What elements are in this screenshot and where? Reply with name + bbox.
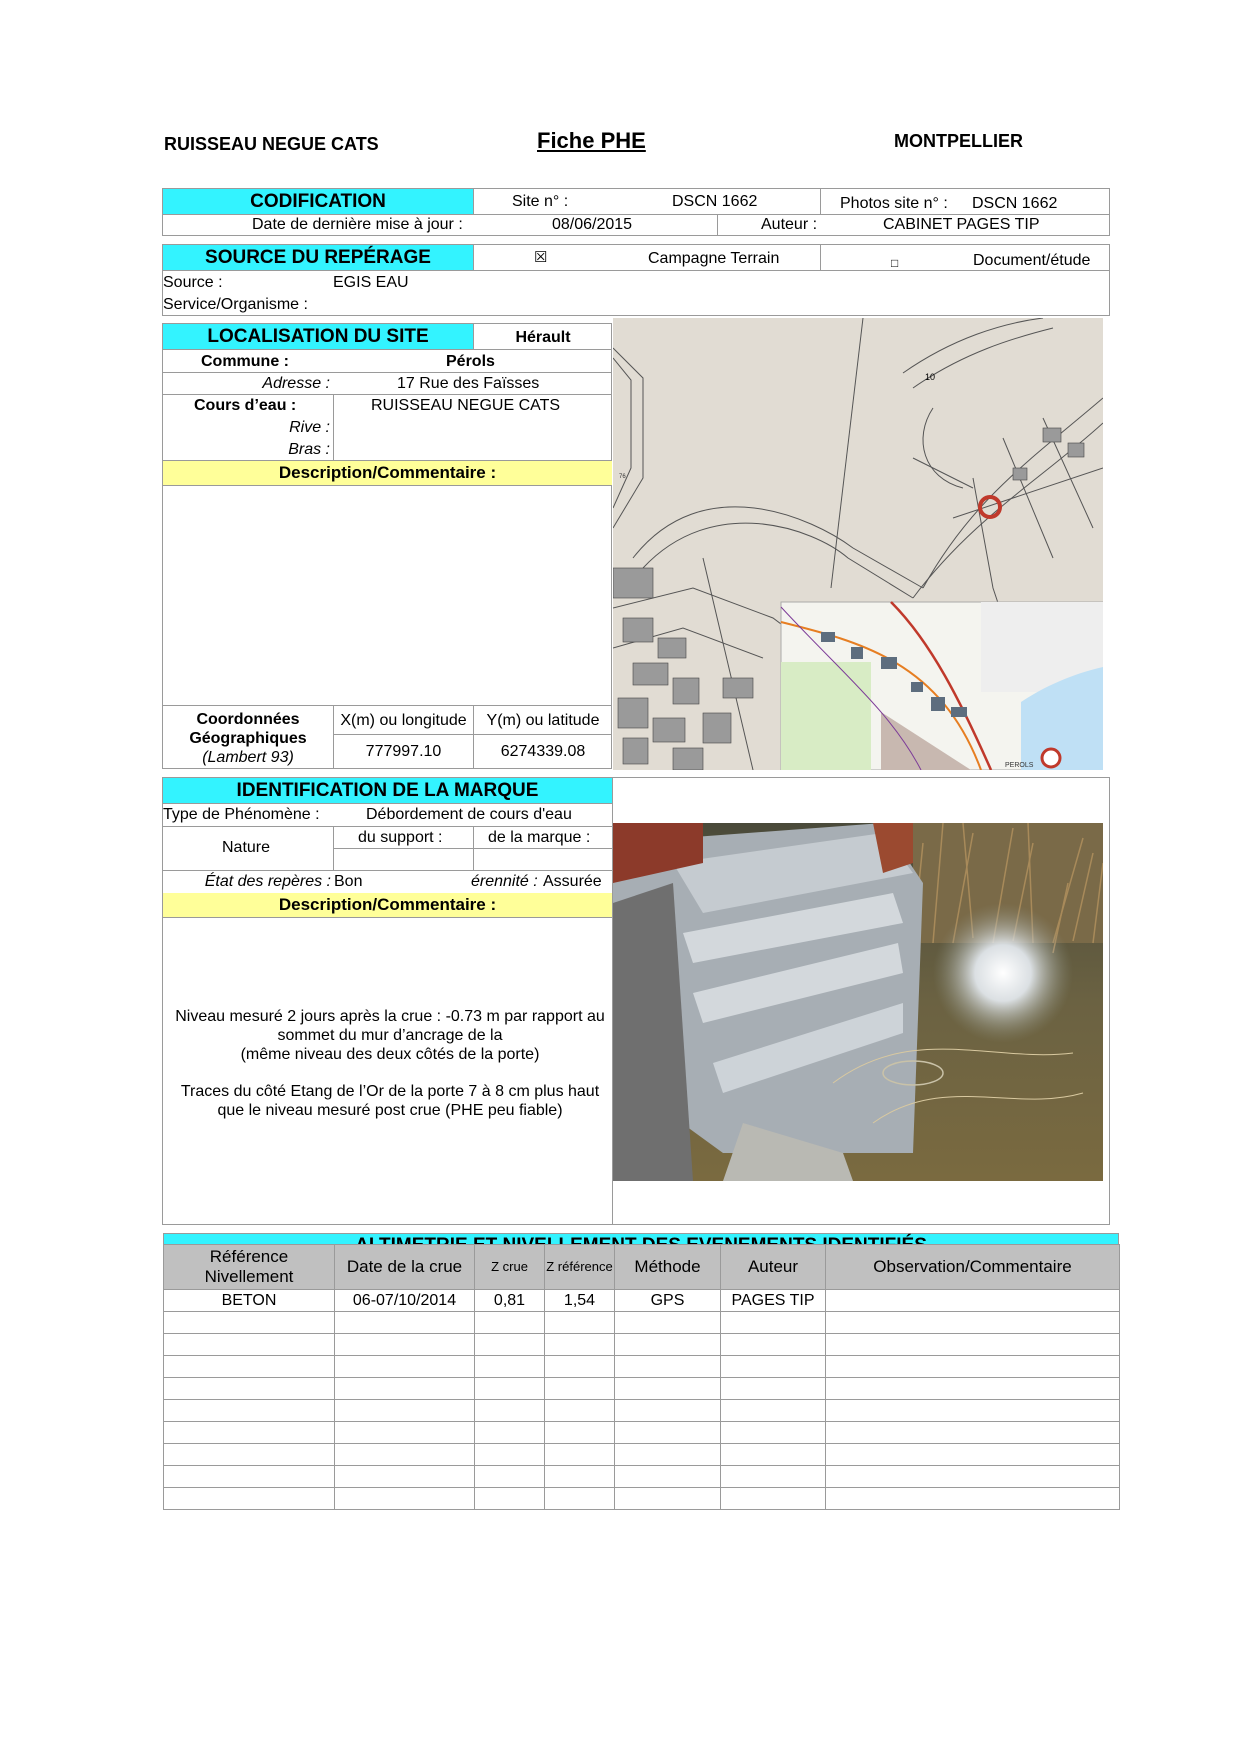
table-cell — [721, 1444, 826, 1466]
table-row — [164, 1312, 1120, 1334]
loc-desc-heading: Description/Commentaire : — [278, 463, 497, 482]
map-number: 10 — [925, 372, 936, 382]
table-row — [164, 1466, 1120, 1488]
table-cell — [615, 1444, 721, 1466]
table-cell — [615, 1334, 721, 1356]
col-methode: Méthode — [615, 1245, 721, 1290]
nature-label: Nature — [222, 839, 271, 856]
table-cell — [615, 1356, 721, 1378]
adresse-label: Adresse : — [262, 375, 330, 392]
bras-label: Bras : — [288, 441, 330, 458]
author-value: CABINET PAGES TIP — [883, 216, 1040, 233]
coord-label-2: Géographiques — [189, 730, 307, 747]
table-cell — [164, 1312, 335, 1334]
table-cell — [721, 1466, 826, 1488]
table-cell — [164, 1400, 335, 1422]
marque-label: de la marque : — [488, 829, 591, 846]
table-cell — [826, 1334, 1120, 1356]
cours-eau-value: RUISSEAU NEGUE CATS — [371, 397, 561, 414]
table-cell — [164, 1356, 335, 1378]
table-row — [164, 1444, 1120, 1466]
table-cell — [721, 1334, 826, 1356]
type-phenomene-label: Type de Phénomène : — [163, 806, 320, 823]
table-cell — [615, 1378, 721, 1400]
table-cell — [335, 1312, 475, 1334]
divider — [162, 803, 612, 804]
table-cell — [826, 1444, 1120, 1466]
col-observation: Observation/Commentaire — [826, 1245, 1120, 1290]
table-cell — [615, 1400, 721, 1422]
table-cell — [335, 1422, 475, 1444]
divider — [333, 848, 612, 849]
table-cell — [826, 1290, 1120, 1312]
map-number-2: 76 — [619, 474, 626, 480]
table-row — [164, 1334, 1120, 1356]
commune-label: Commune : — [201, 353, 289, 370]
table-cell — [721, 1312, 826, 1334]
table-row — [164, 1290, 1120, 1312]
col-date-crue: Date de la crue — [335, 1245, 475, 1290]
table-cell — [545, 1378, 615, 1400]
site-map — [613, 318, 1103, 770]
table-cell — [721, 1356, 826, 1378]
divider — [162, 705, 612, 706]
document-etude-label: Document/étude — [973, 252, 1091, 269]
photos-value: DSCN 1662 — [972, 195, 1058, 212]
table-cell — [615, 1422, 721, 1444]
table-cell — [164, 1422, 335, 1444]
table-cell — [826, 1400, 1120, 1422]
rive-label: Rive : — [289, 419, 330, 436]
table-cell — [545, 1444, 615, 1466]
table-cell — [545, 1488, 615, 1510]
support-label: du support : — [358, 829, 443, 846]
table-cell — [164, 1378, 335, 1400]
divider — [333, 394, 334, 460]
table-cell — [475, 1378, 545, 1400]
document-checkbox[interactable]: □ — [891, 256, 899, 270]
divider — [162, 870, 612, 871]
localisation-heading: LOCALISATION DU SITE — [207, 326, 429, 347]
table-cell — [615, 1466, 721, 1488]
table-cell — [721, 1488, 826, 1510]
type-phenomene-value: Débordement de cours d'eau — [366, 806, 572, 823]
table-cell — [721, 1422, 826, 1444]
table-cell — [475, 1356, 545, 1378]
table-cell: GPS — [615, 1290, 721, 1312]
divider — [162, 485, 612, 486]
service-label: Service/Organisme : — [163, 296, 308, 313]
divider — [162, 917, 612, 918]
comment-traces: Traces du côté Etang de l’Or de la porte 7 à 8 cm plus haut que le niveau mesuré post crue (PHE peu fiable) — [180, 1083, 600, 1119]
table-row — [164, 1488, 1120, 1510]
codification-heading: CODIFICATION — [250, 191, 386, 212]
photos-label: Photos site n° : — [840, 195, 948, 212]
table-cell — [721, 1400, 826, 1422]
table-cell — [335, 1488, 475, 1510]
page-title: Fiche PHE — [537, 128, 646, 153]
perennite-value: Assurée — [543, 873, 602, 890]
col-z-reference: Z référence — [545, 1245, 615, 1290]
adresse-value: 17 Rue des Faïsses — [397, 375, 540, 392]
divider — [473, 188, 474, 214]
table-cell — [475, 1422, 545, 1444]
table-cell — [335, 1378, 475, 1400]
altimetrie-table — [163, 1244, 1120, 1510]
divider — [162, 826, 612, 827]
table-cell — [335, 1466, 475, 1488]
table-cell: BETON — [164, 1290, 335, 1312]
id-desc-heading: Description/Commentaire : — [278, 895, 497, 914]
table-cell — [545, 1466, 615, 1488]
table-cell — [545, 1400, 615, 1422]
site-photo — [613, 823, 1103, 1181]
departement: Hérault — [515, 329, 571, 346]
table-cell — [475, 1444, 545, 1466]
cours-eau-label: Cours d’eau : — [194, 397, 297, 414]
commune-value: Pérols — [446, 353, 495, 370]
table-cell — [826, 1378, 1120, 1400]
table-cell — [335, 1334, 475, 1356]
table-cell — [475, 1334, 545, 1356]
table-cell — [615, 1312, 721, 1334]
table-cell — [164, 1466, 335, 1488]
table-row — [164, 1378, 1120, 1400]
x-label: X(m) ou longitude — [340, 712, 467, 729]
col-auteur: Auteur — [721, 1245, 826, 1290]
city-name: MONTPELLIER — [894, 131, 1023, 151]
table-cell — [826, 1422, 1120, 1444]
table-cell — [335, 1444, 475, 1466]
divider — [162, 270, 1110, 271]
divider — [820, 244, 821, 270]
table-cell — [335, 1400, 475, 1422]
table-row — [164, 1400, 1120, 1422]
table-cell: PAGES TIP — [721, 1290, 826, 1312]
perennite-label: érennité : — [471, 873, 538, 890]
table-cell — [721, 1378, 826, 1400]
identification-heading: IDENTIFICATION DE LA MARQUE — [236, 780, 539, 801]
update-date-label: Date de dernière mise à jour : — [252, 216, 463, 233]
table-cell — [545, 1422, 615, 1444]
update-date-value: 08/06/2015 — [552, 216, 633, 233]
table-cell — [164, 1334, 335, 1356]
table-cell — [615, 1488, 721, 1510]
site-value: DSCN 1662 — [672, 193, 758, 210]
col-z-crue: Z crue — [475, 1245, 545, 1290]
divider — [162, 349, 612, 350]
table-cell — [335, 1356, 475, 1378]
etat-reperes-value: Bon — [334, 873, 363, 890]
table-cell: 06-07/10/2014 — [335, 1290, 475, 1312]
campagne-checkbox[interactable]: ☒ — [534, 249, 548, 266]
divider — [333, 734, 612, 735]
table-cell — [475, 1488, 545, 1510]
site-label: Site n° : — [512, 193, 569, 210]
table-cell — [475, 1312, 545, 1334]
coord-label-3: (Lambert 93) — [202, 749, 294, 766]
y-label: Y(m) ou latitude — [486, 712, 600, 729]
table-cell — [164, 1488, 335, 1510]
table-cell — [475, 1400, 545, 1422]
inset-town: PEROLS — [1005, 762, 1034, 769]
table-cell — [545, 1356, 615, 1378]
table-cell — [826, 1466, 1120, 1488]
x-value: 777997.10 — [365, 743, 442, 760]
table-cell — [826, 1488, 1120, 1510]
table-cell: 1,54 — [545, 1290, 615, 1312]
service-value: EGIS EAU — [333, 274, 409, 291]
table-cell — [826, 1312, 1120, 1334]
source-heading: SOURCE DU REPÉRAGE — [205, 247, 431, 268]
campagne-terrain-label: Campagne Terrain — [648, 250, 780, 267]
table-cell: 0,81 — [475, 1290, 545, 1312]
author-label: Auteur : — [761, 216, 818, 233]
table-cell — [545, 1334, 615, 1356]
table-row — [164, 1356, 1120, 1378]
comment-level: Niveau mesuré 2 jours après la crue : -0.73 m par rapport au sommet du mur d’ancrage de la (même niveau des deux côtés de la porte) — [175, 1008, 605, 1063]
divider — [162, 394, 612, 395]
divider — [820, 188, 821, 214]
table-cell — [826, 1356, 1120, 1378]
divider — [473, 244, 474, 270]
divider — [717, 214, 718, 236]
source-label: Source : — [163, 274, 223, 291]
river-name: RUISSEAU NEGUE CATS — [164, 134, 379, 154]
table-row — [164, 1422, 1120, 1444]
col-reference: Référence Nivellement — [164, 1245, 335, 1290]
y-value: 6274339.08 — [500, 743, 586, 760]
table-cell — [475, 1466, 545, 1488]
table-cell — [545, 1312, 615, 1334]
table-header-row — [164, 1245, 1120, 1290]
divider — [162, 372, 612, 373]
etat-reperes-label: État des repères : — [204, 873, 331, 890]
coord-label-1: Coordonnées — [196, 711, 300, 728]
table-cell — [164, 1444, 335, 1466]
